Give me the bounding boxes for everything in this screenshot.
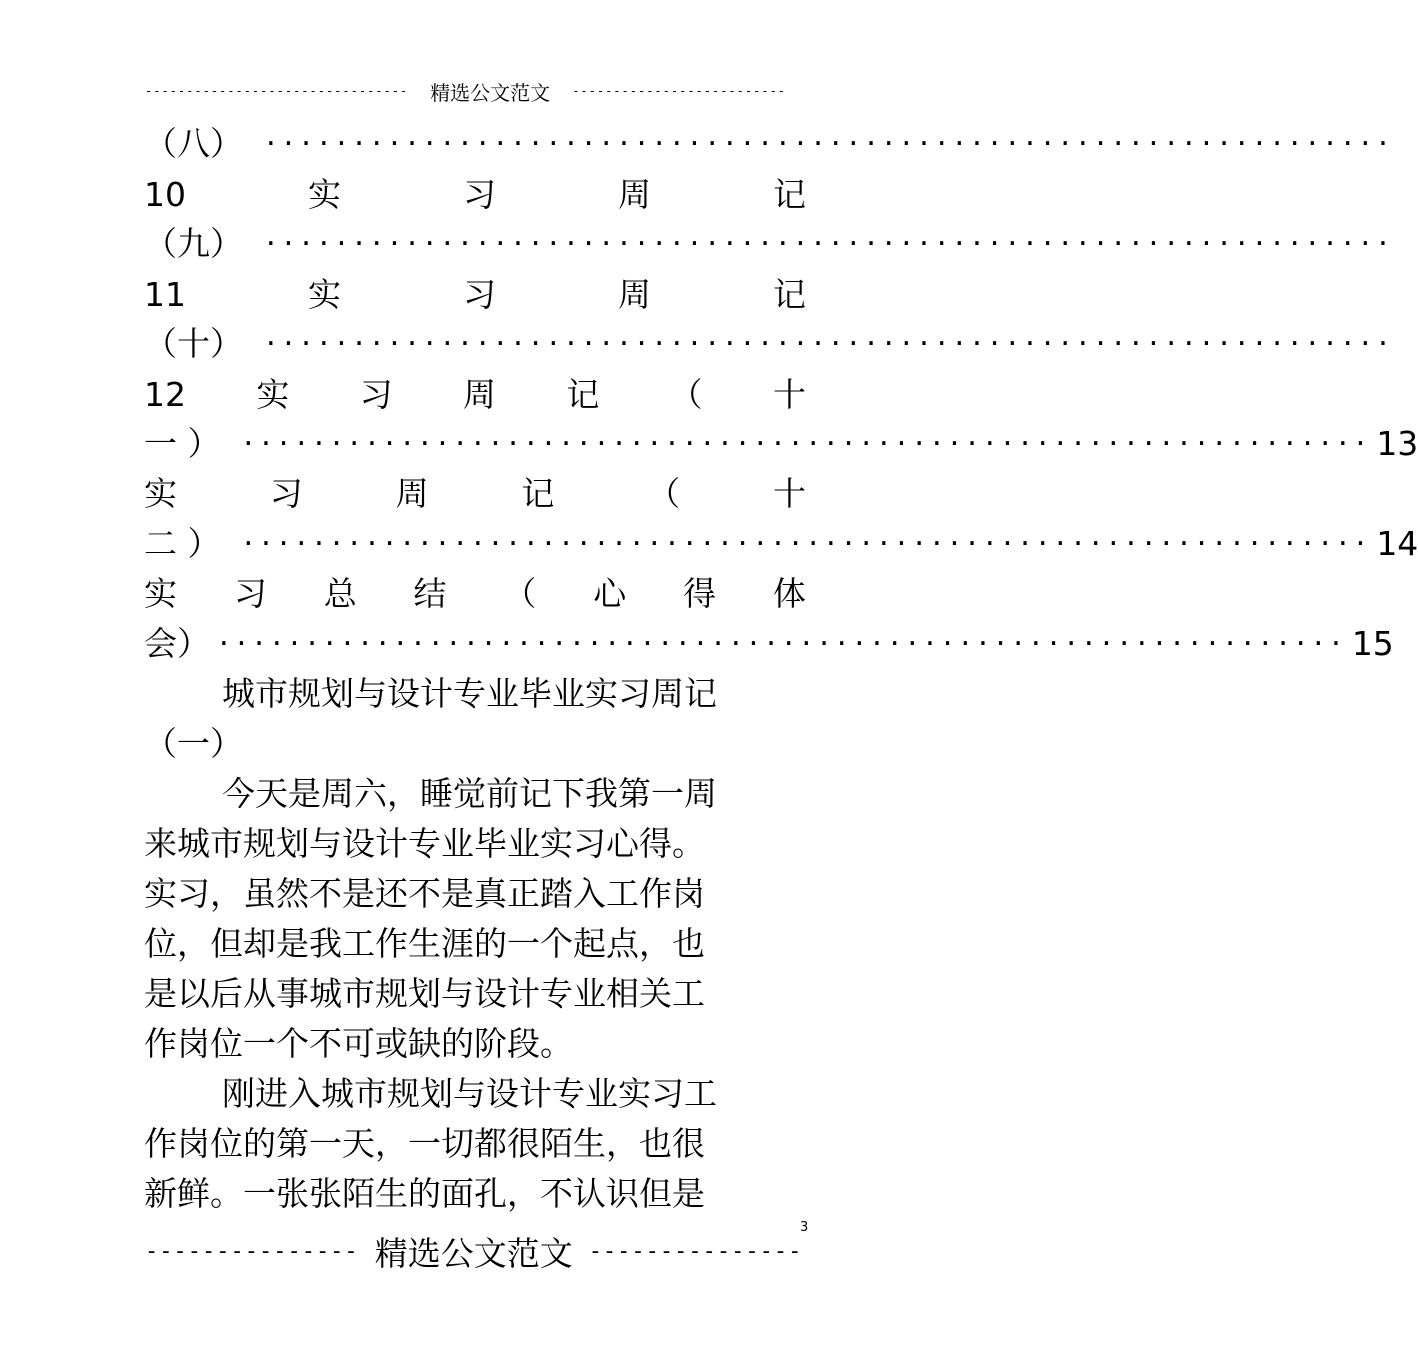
toc-char: 习 [359,375,393,414]
toc-char: 总 [323,574,357,613]
toc-char: 记 [566,375,600,414]
toc-char: 周 [618,275,651,314]
toc-page-number: 10 [144,175,186,214]
footer-left-rule: --------------- [145,1238,359,1264]
paragraph-line: 刚进入城市规划与设计专业实习工 [222,1074,717,1113]
paragraph-line: 是以后从事城市规划与设计专业相关工 [144,974,705,1013]
toc-label: （十） [144,324,243,363]
header-title: 精选公文范文 [430,80,551,105]
toc-char: 实 [308,175,341,214]
toc-char: 实 [144,474,177,513]
toc-char: （ [669,375,703,414]
header-left-rule: -------------------------------- [145,84,409,98]
toc-char: 习 [269,474,303,513]
toc-leader-dots: ································································ [240,429,1371,459]
toc-label: 二 ） [144,524,221,563]
toc-entry-9-head [144,170,806,220]
toc-leader-dots: ································································ [216,629,1346,659]
footer-right-rule: --------------- [588,1238,803,1264]
toc-char: 实 [308,275,341,314]
section-title-line: 城市规划与设计专业毕业实习周记 [222,674,717,713]
toc-entry-12-tail [144,519,1418,569]
paragraph-line: 实习，虽然不是还不是真正踏入工作岗 [144,874,705,913]
section-title-line: （一） [144,724,243,763]
toc-page-number: 11 [144,275,186,314]
toc-char: （ [647,474,681,513]
toc-entry-11-head [144,370,806,420]
page-header [145,76,787,106]
toc-char: 十 [772,375,806,414]
body-paragraph [144,769,764,1069]
body-paragraph [144,1069,764,1219]
toc-page-number: 15 [1351,624,1394,663]
page-number: 3 [800,1220,809,1235]
toc-char: 习 [463,175,496,214]
toc-char: 周 [462,375,496,414]
toc-char: 体 [772,574,806,613]
paragraph-line: 新鲜。一张张陌生的面孔，不认识但是 [144,1174,705,1213]
toc-entry-9-tail [144,219,1393,269]
section-title [144,669,764,769]
toc-leader-dots: ································································ [263,229,1393,259]
paragraph-line: 位，但却是我工作生涯的一个起点，也 [144,924,705,963]
toc-char: （ [503,574,537,613]
toc-char: 周 [618,175,651,214]
toc-entry-10-head [144,270,806,320]
toc-char: 习 [233,574,267,613]
toc-page-number: 13 [1376,424,1418,463]
footer-title: 精选公文范文 [374,1233,573,1273]
toc-label: 一 ） [144,424,221,463]
toc-char: 实 [256,375,290,414]
toc-leader-dots: ································································ [240,529,1371,559]
toc-char: 记 [521,474,555,513]
toc-label: 会） [144,624,210,663]
toc-char: 实 [144,574,177,613]
header-right-rule: -------------------------- [572,84,787,98]
toc-entry-11-tail [144,419,1418,469]
toc-leader-dots: ································································ [263,329,1393,359]
toc-page-number: 12 [144,375,186,414]
toc-char: 周 [395,474,429,513]
toc-entry-10-tail [144,319,1393,369]
paragraph-line: 作岗位一个不可或缺的阶段。 [144,1024,573,1063]
toc-char: 记 [773,175,806,214]
toc-label: （九） [144,224,243,263]
toc-page-number: 14 [1376,524,1418,563]
paragraph-line: 作岗位的第一天，一切都很陌生，也很 [144,1124,705,1163]
toc-char: 得 [683,574,717,613]
toc-entry-8-tail [144,119,1393,169]
toc-entry-summary-tail [144,619,1394,669]
toc-char: 习 [463,275,496,314]
toc-entry-12-head [144,469,806,519]
toc-char: 心 [593,574,627,613]
paragraph-line: 今天是周六，睡觉前记下我第一周 [222,774,717,813]
toc-entry-summary-head [144,569,806,619]
paragraph-line: 来城市规划与设计专业毕业实习心得。 [144,824,705,863]
toc-leader-dots: ································································ [263,129,1393,159]
toc-char: 结 [413,574,447,613]
toc-char: 记 [773,275,806,314]
toc-label: （八） [144,124,243,163]
toc-char: 十 [772,474,806,513]
page-footer [145,1226,803,1276]
